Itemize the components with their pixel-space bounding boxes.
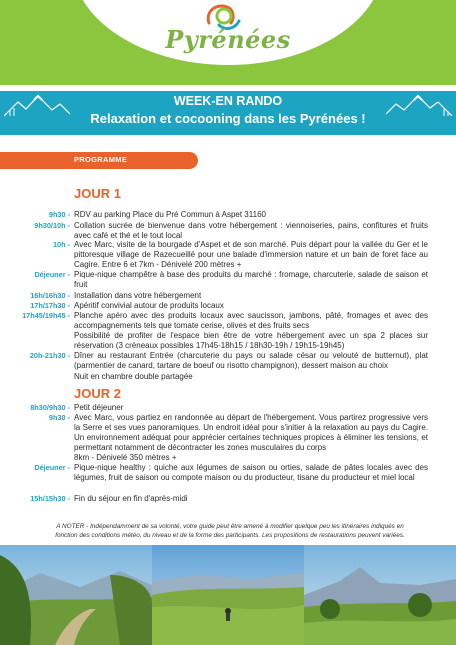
schedule-text: Nuit en chambre double partagée [74, 372, 193, 381]
day-title: JOUR 2 [74, 386, 121, 401]
schedule-time: Déjeuner - [34, 463, 70, 472]
schedule-time: 9h30 - [48, 210, 70, 219]
schedule-time: 10h - [52, 240, 70, 249]
schedule-time: 17h45/19h45 - [22, 311, 70, 320]
schedule-text: Pique-nique healthy : quiche aux légumes de saison ou orties, salade de pâtes locales avec des légumes, fruit de saison ou compote maison ou du producteur, tisane du producteur et miel local [74, 463, 428, 482]
schedule-text: RDV au parking Place du Pré Commun à Aspet 31160 [74, 210, 266, 219]
schedule-text: Fin du séjour en fin d'après-midi [74, 494, 188, 503]
schedule-time: 17h/17h30 - [30, 301, 70, 310]
schedule-text: 8km - Dénivelé 350 mètres + [74, 453, 177, 462]
schedule-text: Installation dans votre hébergement [74, 291, 202, 300]
footer-note: A NOTER - Indépendamment de sa volonté, votre guide peut être amené à modifier quelque peu les itinéraires indiqués en fonction des conditions météo, du niveau et de la forme des participants. Les propositions de restaurations peuvent variées. [55, 523, 405, 539]
programme-label: PROGRAMME [74, 155, 128, 164]
schedule-time: Déjeuner - [34, 270, 70, 279]
schedule-text: Apéritif convivial autour de produits locaux [74, 301, 224, 310]
schedule-text: Possibilité de profiter de l'espace bien être de votre hébergement avec un spa 2 places sur réservation (3 créneaux possibles 17h45-18h15 / 18h30-19h / 19h15-19h45) [74, 331, 428, 350]
schedule-time: 20h-21h30 - [29, 351, 70, 360]
photo-mountain-view [304, 545, 456, 645]
landscape-photos [0, 545, 456, 645]
page-title: WEEK-EN RANDO [173, 94, 283, 108]
schedule-text: Collation sucrée de bienvenue dans votre hébergement : viennoiseries, pains, confitures et fruits avec café et thé et le tout local [74, 221, 428, 240]
schedule-text: Pique-nique champêtre à base des produits du marché : fromage, charcuterie, salade de saison et fruit [74, 270, 428, 289]
schedule-text: Planche apéro avec des produits locaux avec saucisson, jambons, pâté, fromages et avec des accompagnements tels que tomate cerise, olives et des fruits secs [74, 311, 428, 330]
photo-meadow [152, 545, 304, 645]
logo-text: Pyrénées [165, 25, 291, 54]
photo-trail [0, 545, 152, 645]
pyrenees-logo[interactable] [0, 0, 456, 80]
schedule-time: 16h/16h30 - [30, 291, 70, 300]
schedule-time: 9h30 - [48, 413, 70, 422]
page-subtitle: Relaxation et cocooning dans les Pyrénées ! [90, 111, 366, 126]
schedule-text: Avec Marc, vous partiez en randonnée au départ de l'hébergement. Vous partirez progressive vers la Serre et ses vues panoramiques. Un endroit idéal pour s'initier à la relaxation au pays du Cagire. Un environnement adéquat pour apprécier certaines techniques propices à éliminer les tensions, et permettant notamment de décontracter les zones musculaires du corps [74, 413, 428, 452]
schedule-time: 8h30/9h30 - [30, 403, 70, 412]
schedule-time: 9h30/10h - [34, 221, 70, 230]
schedule-text: Dîner au restaurant Entrée (charcuterie du pays ou salade césar ou velouté de butternut), plat (parmentier de canard, tartare de boeuf ou risotto champignon), dessert maison au choix [74, 351, 428, 370]
schedule-text: Petit déjeuner [74, 403, 124, 412]
schedule-text: Avec Marc, visite de la bourgade d'Aspet et de son marché. Puis départ pour la vallée du Ger et le pittoresque village de Razecueillé pour une balade d'immersion nature et un bain de foret face au Cagire. Entre 6 et 7km - Dénivelé 200 mètres + [74, 240, 428, 269]
day-title: JOUR 1 [74, 186, 121, 201]
schedule-time: 15h/15h30 - [30, 494, 70, 503]
